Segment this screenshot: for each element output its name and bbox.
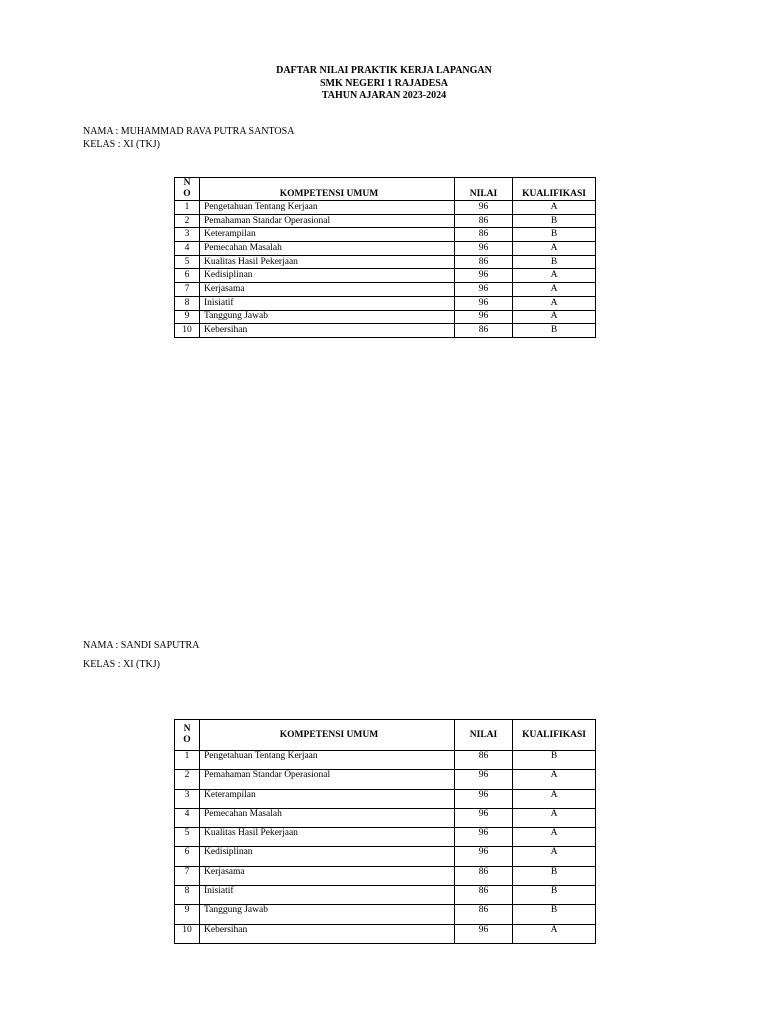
competency-cell: Tanggung Jawab: [200, 310, 455, 324]
row-number: 1: [175, 751, 200, 770]
qualification-cell: A: [513, 242, 596, 256]
qualification-cell: B: [513, 751, 596, 770]
score-cell: 96: [455, 269, 513, 283]
qualification-cell: B: [513, 228, 596, 242]
table-row: [175, 789, 596, 808]
competency-cell: Keterampilan: [200, 789, 455, 808]
title-line-2: SMK NEGERI 1 RAJADESA: [319, 77, 449, 89]
row-number: 1: [175, 201, 200, 215]
row-number: 6: [175, 269, 200, 283]
competency-cell: Pemahaman Standar Operasional: [200, 770, 455, 789]
competency-cell: Kedisiplinan: [200, 847, 455, 866]
table-row: [175, 924, 596, 943]
student-2-name: NAMA : SANDI SAPUTRA: [83, 640, 200, 651]
column-header-score: NILAI: [455, 178, 513, 201]
student-1-class: KELAS : XI (TKJ): [83, 139, 160, 150]
row-number: 5: [175, 255, 200, 269]
table-row: [175, 324, 596, 338]
table-row: [175, 255, 596, 269]
score-cell: 96: [455, 770, 513, 789]
table-header-row: [175, 720, 596, 751]
grade-table-2: [174, 719, 596, 944]
score-cell: 96: [455, 310, 513, 324]
column-header-no: N O: [175, 720, 200, 751]
qualification-cell: A: [513, 310, 596, 324]
score-cell: 86: [455, 751, 513, 770]
table-row: [175, 269, 596, 283]
score-cell: 86: [455, 866, 513, 885]
score-cell: 86: [455, 255, 513, 269]
table-row: [175, 228, 596, 242]
competency-cell: Pemecahan Masalah: [200, 242, 455, 256]
table-row: [175, 751, 596, 770]
qualification-cell: B: [513, 255, 596, 269]
row-number: 8: [175, 296, 200, 310]
score-cell: 96: [455, 828, 513, 847]
column-header-competency: KOMPETENSI UMUM: [200, 178, 455, 201]
competency-cell: Kualitas Hasil Pekerjaan: [200, 828, 455, 847]
competency-cell: Kedisiplinan: [200, 269, 455, 283]
qualification-cell: A: [513, 269, 596, 283]
qualification-cell: B: [513, 866, 596, 885]
qualification-cell: B: [513, 214, 596, 228]
score-cell: 96: [455, 242, 513, 256]
row-number: 3: [175, 789, 200, 808]
title-line-1: DAFTAR NILAI PRAKTIK KERJA LAPANGAN: [276, 65, 492, 76]
table-row: [175, 770, 596, 789]
row-number: 7: [175, 866, 200, 885]
column-header-qualification: KUALIFIKASI: [513, 720, 596, 751]
qualification-cell: B: [513, 324, 596, 338]
competency-cell: Inisiatif: [200, 296, 455, 310]
title-line-3: TAHUN AJARAN 2023-2024: [321, 90, 447, 101]
qualification-cell: A: [513, 828, 596, 847]
row-number: 3: [175, 228, 200, 242]
qualification-cell: A: [513, 808, 596, 827]
competency-cell: Kebersihan: [200, 924, 455, 943]
table-row: [175, 242, 596, 256]
competency-cell: Keterampilan: [200, 228, 455, 242]
competency-cell: Kerjasama: [200, 283, 455, 297]
competency-cell: Kerjasama: [200, 866, 455, 885]
row-number: 2: [175, 214, 200, 228]
table-row: [175, 201, 596, 215]
document-title: [0, 65, 768, 103]
score-cell: 96: [455, 283, 513, 297]
row-number: 10: [175, 324, 200, 338]
score-cell: 86: [455, 324, 513, 338]
score-cell: 96: [455, 808, 513, 827]
score-cell: 86: [455, 214, 513, 228]
column-header-competency: KOMPETENSI UMUM: [200, 720, 455, 751]
score-cell: 86: [455, 905, 513, 924]
score-cell: 96: [455, 296, 513, 310]
row-number: 10: [175, 924, 200, 943]
score-cell: 86: [455, 886, 513, 905]
qualification-cell: A: [513, 770, 596, 789]
competency-cell: Pemecahan Masalah: [200, 808, 455, 827]
competency-cell: Pengetahuan Tentang Kerjaan: [200, 751, 455, 770]
table-row: [175, 905, 596, 924]
table-row: [175, 310, 596, 324]
score-cell: 86: [455, 228, 513, 242]
competency-cell: Tanggung Jawab: [200, 905, 455, 924]
student-2-class: KELAS : XI (TKJ): [83, 659, 160, 670]
table-row: [175, 296, 596, 310]
row-number: 5: [175, 828, 200, 847]
table-row: [175, 828, 596, 847]
qualification-cell: A: [513, 847, 596, 866]
score-cell: 96: [455, 201, 513, 215]
qualification-cell: A: [513, 201, 596, 215]
row-number: 8: [175, 886, 200, 905]
competency-cell: Kualitas Hasil Pekerjaan: [200, 255, 455, 269]
qualification-cell: A: [513, 296, 596, 310]
table-header-row: [175, 178, 596, 201]
row-number: 7: [175, 283, 200, 297]
score-cell: 96: [455, 847, 513, 866]
competency-cell: Pemahaman Standar Operasional: [200, 214, 455, 228]
column-header-no: N O: [175, 178, 200, 201]
competency-cell: Pengetahuan Tentang Kerjaan: [200, 201, 455, 215]
row-number: 9: [175, 310, 200, 324]
table-row: [175, 847, 596, 866]
score-cell: 96: [455, 789, 513, 808]
competency-cell: Inisiatif: [200, 886, 455, 905]
column-header-qualification: KUALIFIKASI: [513, 178, 596, 201]
student-1-name: NAMA : MUHAMMAD RAVA PUTRA SANTOSA: [83, 126, 295, 137]
competency-cell: Kebersihan: [200, 324, 455, 338]
qualification-cell: B: [513, 886, 596, 905]
score-cell: 96: [455, 924, 513, 943]
table-row: [175, 808, 596, 827]
row-number: 9: [175, 905, 200, 924]
table-row: [175, 866, 596, 885]
qualification-cell: A: [513, 789, 596, 808]
column-header-score: NILAI: [455, 720, 513, 751]
grade-table-1: [174, 177, 596, 338]
row-number: 4: [175, 808, 200, 827]
qualification-cell: A: [513, 283, 596, 297]
row-number: 4: [175, 242, 200, 256]
table-row: [175, 886, 596, 905]
qualification-cell: A: [513, 924, 596, 943]
row-number: 2: [175, 770, 200, 789]
row-number: 6: [175, 847, 200, 866]
table-row: [175, 283, 596, 297]
qualification-cell: B: [513, 905, 596, 924]
table-row: [175, 214, 596, 228]
